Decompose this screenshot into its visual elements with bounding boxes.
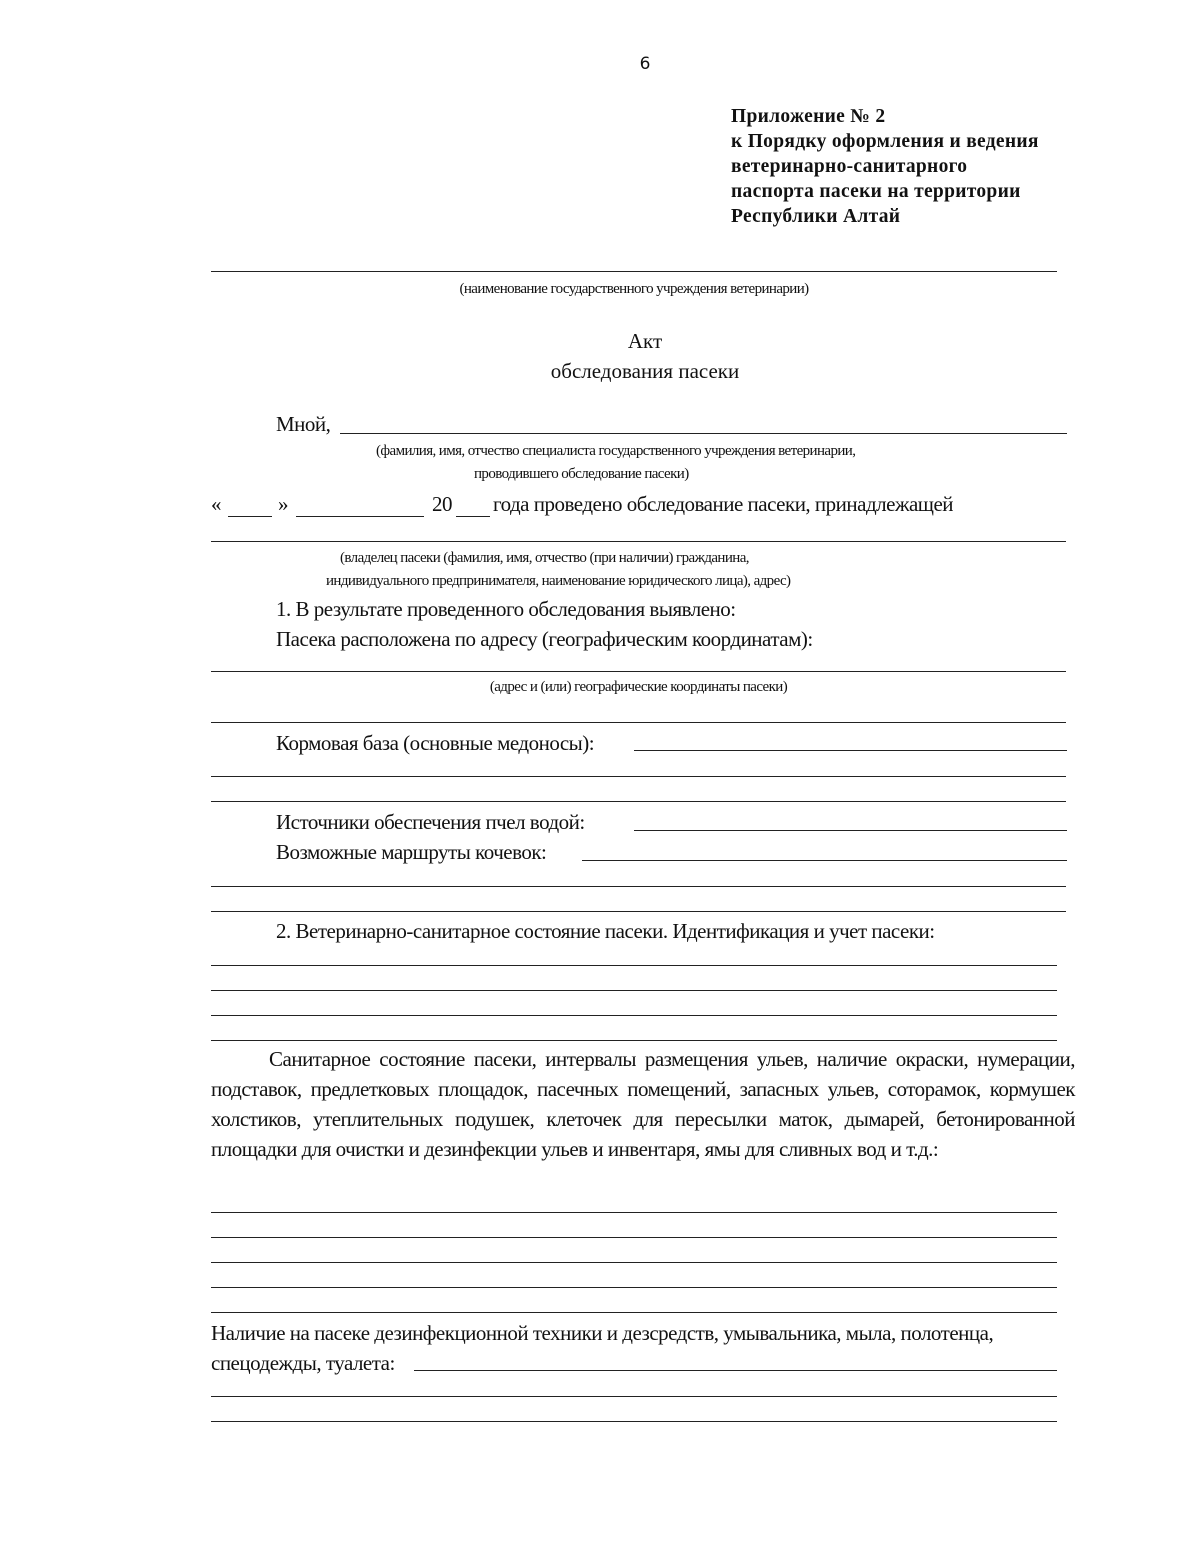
date-open-quote: « [211,492,221,516]
routes-field-line [582,860,1067,861]
location-label: Пасека расположена по адресу (географическим координатам): [276,627,813,651]
specialist-caption: (фамилия, имя, отчество специалиста государственного учреждения ветеринарии, [376,443,856,459]
forage-field-line [634,750,1067,751]
specialist-caption: проводившего обследование пасеки) [474,466,689,482]
section1-heading: 1. В результате проведенного обследования выявлено: [276,597,736,621]
section2-field-line [211,1015,1057,1016]
water-label: Источники обеспечения пчел водой: [276,810,585,834]
disinfection-field-line [211,1396,1057,1397]
owner-caption: индивидуального предпринимателя, наименование юридического лица), адрес) [326,573,791,589]
appendix-line: к Порядку оформления и ведения [731,131,1039,152]
date-year-line [456,516,490,517]
address-caption: (адрес и (или) географические координаты пасеки) [489,679,788,695]
document-title: Акт [627,329,663,353]
date-year-prefix: 20 [432,492,452,516]
routes-label: Возможные маршруты кочевок: [276,840,547,864]
routes-field-line [211,911,1066,912]
sanitary-field-line [211,1287,1057,1288]
sanitary-field-line [211,1312,1057,1313]
specialist-field-line [340,433,1067,434]
forage-field-line [211,776,1066,777]
water-field-line [634,830,1067,831]
sanitary-field-line [211,1262,1057,1263]
date-close-quote: » [278,492,288,516]
location-field-line [211,722,1066,723]
sanitary-field-line [211,1237,1057,1238]
date-day-line [228,516,272,517]
section2-field-line [211,1040,1057,1041]
appendix-line: ветеринарно-санитарного [731,156,968,177]
appendix-line: паспорта пасеки на территории [731,181,1021,202]
location-field-line [211,671,1066,672]
document-subtitle: обследования пасеки [550,359,740,383]
sanitary-field-line [211,1212,1057,1213]
page-number: 6 [639,54,651,74]
disinfection-line: спецодежды, туалета: [211,1351,395,1375]
sanitary-paragraph: Санитарное состояние пасеки, интервалы размещения ульев, наличие окраски, нумерации, подставок, предлетковых площадок, пасечных помещений, запасных ульев, соторамок, кормушек холстиков, утеплительных подушек, клеточек для пересылки маток, дымарей, бетонированной площадки для очистки и дезинфекции ульев и инвентаря, ямы для сливных вод и т.д.: [211,1047,1075,1161]
owner-field-line [211,541,1066,542]
date-text: года проведено обследование пасеки, принадлежащей [493,492,954,516]
appendix-line: Приложение № 2 [731,106,886,127]
forage-label: Кормовая база (основные медоносы): [276,731,595,755]
routes-field-line [211,886,1066,887]
section2-field-line [211,990,1057,991]
by-me-label: Мной, [276,412,331,436]
appendix-line: Республики Алтай [731,206,901,227]
section2-field-line [211,965,1057,966]
date-month-line [296,516,424,517]
disinfection-field-line [211,1421,1057,1422]
disinfection-line: Наличие на пасеке дезинфекционной техники и дезсредств, умывальника, мыла, полотенца, [211,1321,994,1345]
appendix-header [731,104,1191,229]
institution-caption: (наименование государственного учреждения ветеринарии) [459,281,809,297]
forage-field-line [211,801,1066,802]
disinfection-field-line [414,1370,1057,1371]
section2-heading: 2. Ветеринарно-санитарное состояние пасеки. Идентификация и учет пасеки: [276,919,935,943]
owner-caption: (владелец пасеки (фамилия, имя, отчество (при наличии) гражданина, [340,550,749,566]
disinfection-paragraph [211,1318,1077,1378]
institution-field-line [211,271,1057,272]
